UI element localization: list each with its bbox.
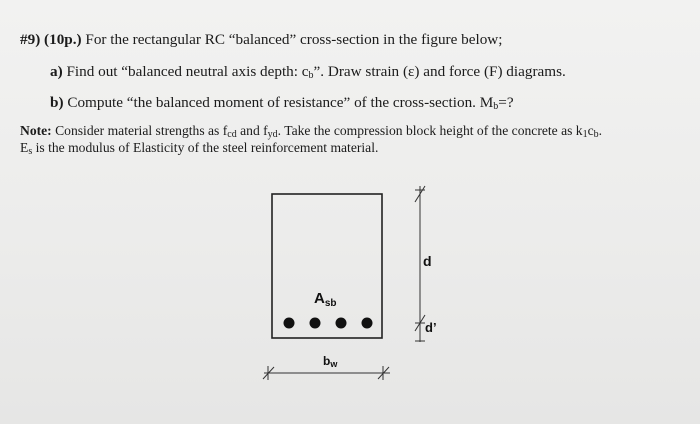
section-outline	[272, 194, 382, 338]
rebar	[336, 318, 347, 329]
cover-label: d’	[425, 320, 437, 335]
problem-intro: For the rectangular RC “balanced” cross-section in the figure below;	[85, 31, 503, 48]
note-label: Note:	[20, 123, 52, 138]
part-b-label: b)	[50, 94, 64, 111]
rebar	[284, 318, 295, 329]
width-label: bw	[323, 354, 338, 369]
depth-label: d	[423, 253, 432, 269]
rebar	[362, 318, 373, 329]
rebar	[310, 318, 321, 329]
note-line-2: $E_s$ is the modulus of Elasticity of the steel reinforcement material.	[20, 140, 379, 157]
problem-number: #9)	[20, 31, 41, 48]
problem-points: (10p.)	[44, 31, 82, 48]
note-text: Consider material strengths as $f_{cd}$ and $f_{yd}$. Take the compression block height of the concrete as $k_1c_b$.	[55, 123, 603, 140]
steel-area-label: $A_{sb}$	[314, 290, 337, 309]
part-a-text: Find out “balanced neutral axis depth: $c_b$”. Draw strain (ε) and force (F) diagrams.	[66, 63, 566, 81]
width-dimension	[263, 366, 390, 380]
part-a-label: a)	[50, 63, 63, 80]
part-b-text: Compute “the balanced moment of resistance” of the cross-section. $M_b=$?	[67, 94, 514, 112]
